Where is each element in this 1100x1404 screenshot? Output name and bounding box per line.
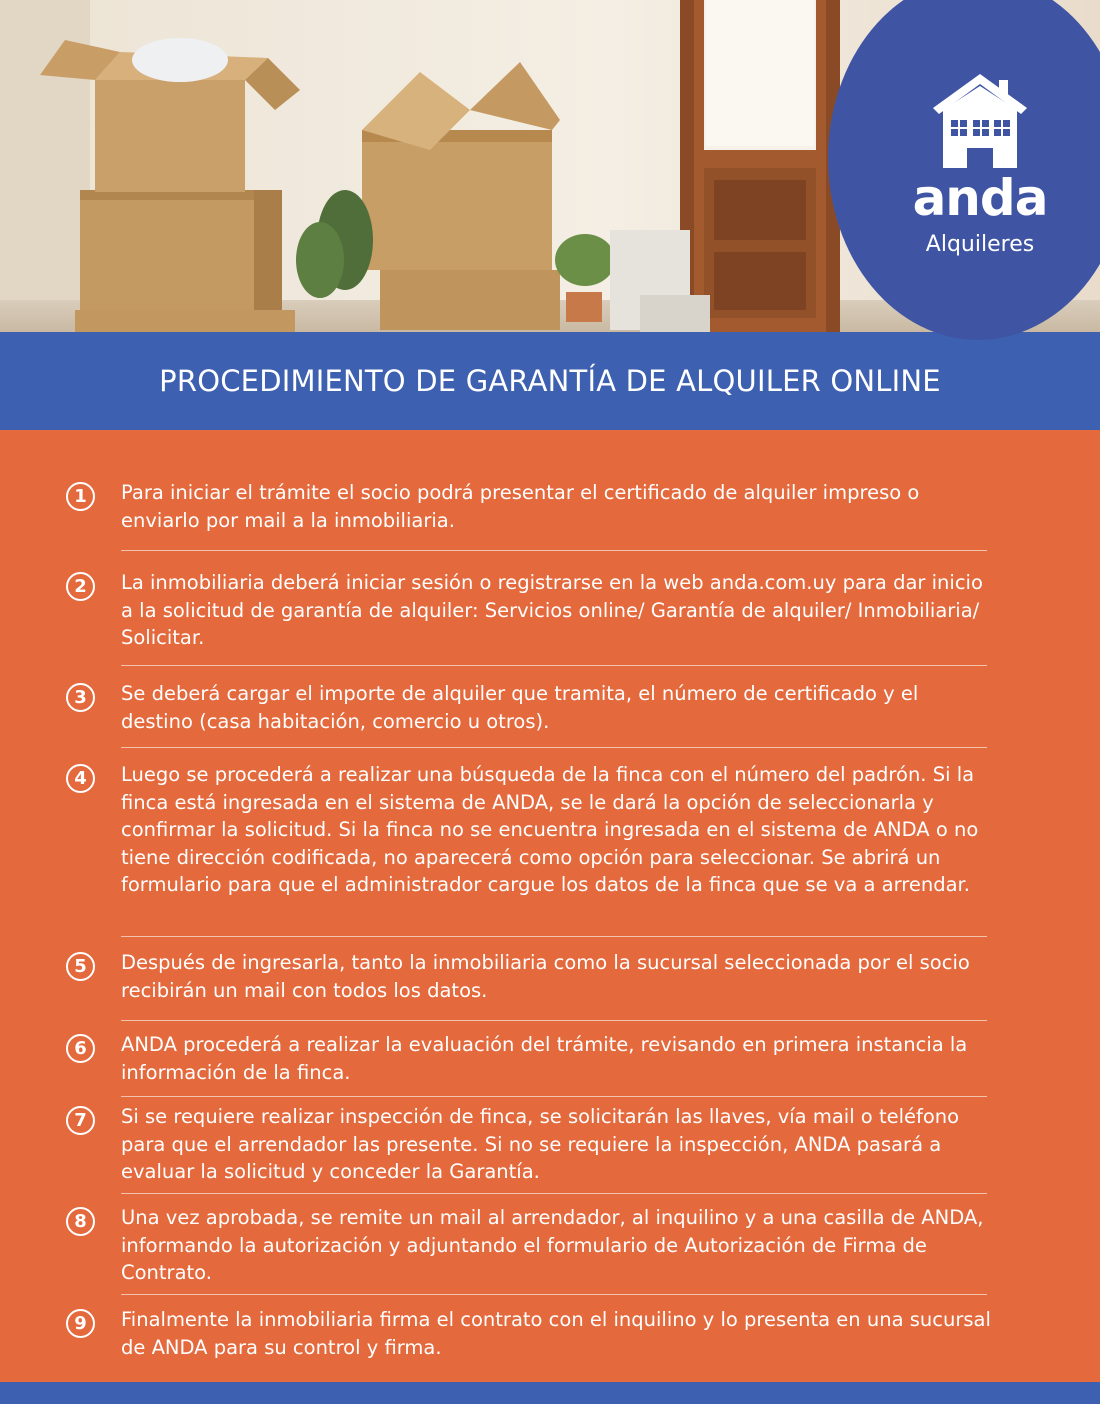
divider — [121, 936, 987, 937]
step-text: Luego se procederá a realizar una búsqueda de la finca con el número del padrón. Si la finca está ingresada en el sistema de ANDA, se le dará la opción de seleccionarla y confirmar la solicitud. Si la finca no se encuentra ingresada en el sistema de ANDA o no tiene dirección codificada, no aparecerá como opción para seleccionar. Se abrirá un formulario para que el administrador cargue los datos de la finca que se va a arrendar. — [121, 763, 979, 896]
divider — [121, 1096, 987, 1097]
step-number: 4 — [66, 764, 95, 793]
divider — [121, 1020, 987, 1021]
step-text: Después de ingresarla, tanto la inmobiliaria como la sucursal seleccionada por el socio recibirán un mail con todos los datos. — [121, 951, 970, 1002]
step-number: 5 — [66, 952, 95, 981]
page-title: PROCEDIMIENTO DE GARANTÍA DE ALQUILER ONLINE — [159, 364, 941, 398]
step-number: 6 — [66, 1034, 95, 1063]
step-text: ANDA procederá a realizar la evaluación del trámite, revisando en primera instancia la información de la finca. — [121, 1033, 968, 1084]
brand-name: anda — [912, 169, 1048, 227]
divider — [121, 550, 987, 551]
divider — [121, 1294, 987, 1295]
step-text: La inmobiliaria deberá iniciar sesión o registrarse en la web anda.com.uy para dar inicio a la solicitud de garantía de alquiler: Servicios online/ Garantía de alquiler/ Inmobiliaria/ Solicitar. — [121, 571, 983, 649]
step-number: 2 — [66, 572, 95, 601]
step-number: 7 — [66, 1106, 95, 1135]
step-number: 3 — [66, 683, 95, 712]
brand-subtitle: Alquileres — [925, 232, 1035, 257]
bottom-bar — [0, 1382, 1100, 1404]
house-icon — [933, 74, 1027, 168]
step-text: Para iniciar el trámite el socio podrá presentar el certificado de alquiler impreso o enviarlo por mail a la inmobiliaria. — [121, 481, 920, 532]
step-number: 9 — [66, 1309, 95, 1338]
divider — [121, 1193, 987, 1194]
step-text: Una vez aprobada, se remite un mail al arrendador, al inquilino y a una casilla de ANDA, informando la autorización y adjuntando el formulario de Autorización de Firma de Contrato. — [121, 1206, 984, 1284]
step-text: Finalmente la inmobiliaria firma el contrato con el inquilino y lo presenta en una sucursal de ANDA para su control y firma. — [121, 1308, 991, 1359]
step-text: Si se requiere realizar inspección de finca, se solicitarán las llaves, vía mail o teléfono para que el arrendador las presente. Si no se requiere la inspección, ANDA pasará a evaluar la solicitud y conceder la Garantía. — [121, 1105, 960, 1183]
step-number: 1 — [66, 482, 95, 511]
step-number: 8 — [66, 1207, 95, 1236]
title-band — [0, 332, 1100, 430]
divider — [121, 747, 987, 748]
divider — [121, 665, 987, 666]
step-text: Se deberá cargar el importe de alquiler que tramita, el número de certificado y el destino (casa habitación, comercio u otros). — [121, 682, 919, 733]
